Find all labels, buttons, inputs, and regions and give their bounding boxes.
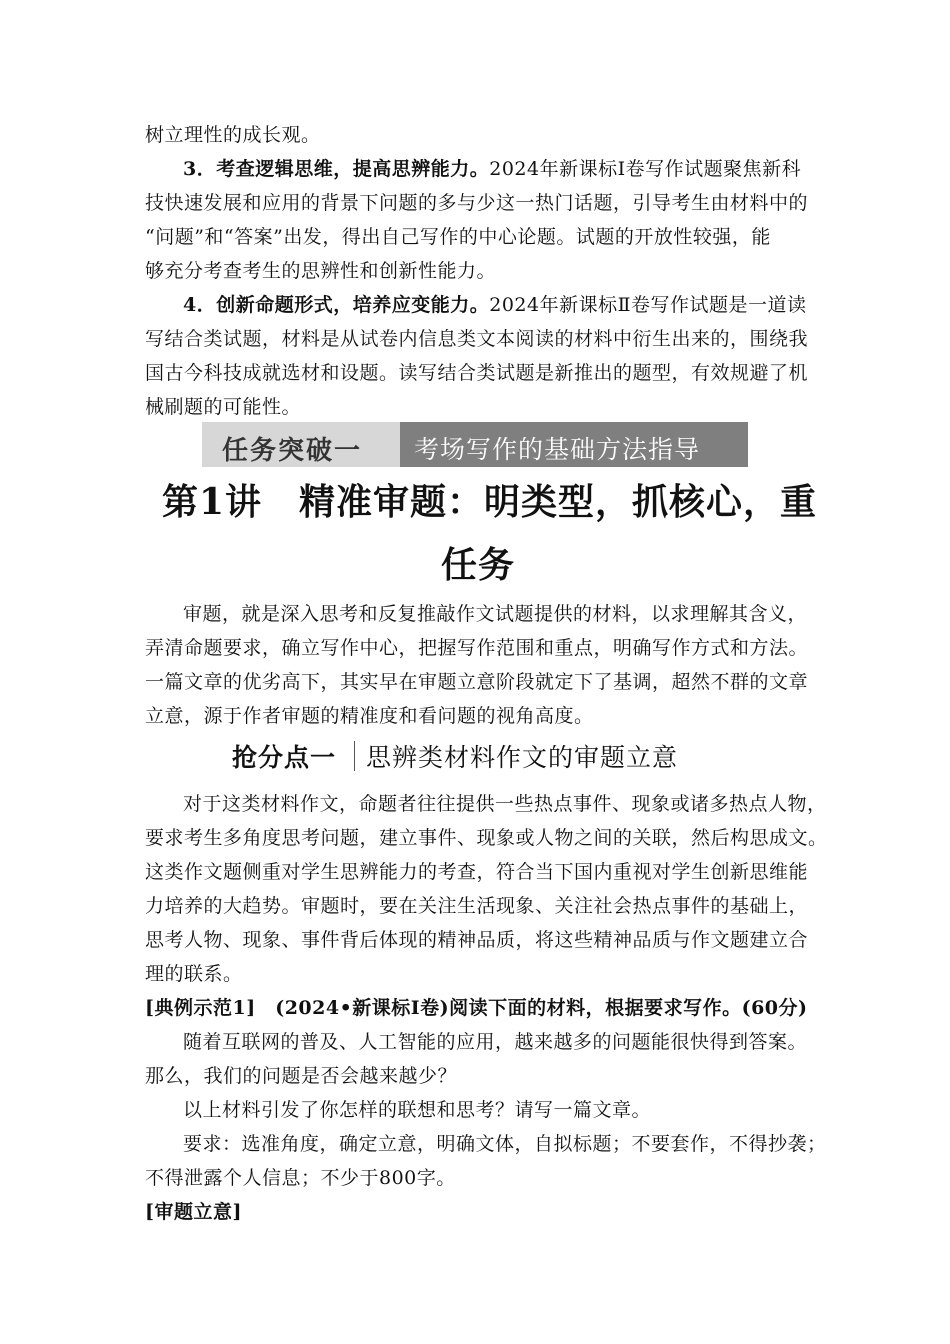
banner-left-label: 任务突破一 [222, 436, 363, 466]
intro-line: 树立理性的成长观。 [145, 124, 321, 146]
banner-right-block [400, 422, 748, 467]
point4-first-line [183, 294, 807, 316]
point-title-text: 思辨类材料作文的审题立意 [366, 743, 679, 772]
example-requirements-line: 不得泄露个人信息；不少于800字。 [145, 1167, 456, 1189]
point3-line: 够充分考查考生的思辨性和创新性能力。 [145, 260, 497, 282]
body-para-line: 力培养的大趋势。审题时，要在关注生活现象、关注社会热点事件的基础上， [145, 895, 809, 917]
lecture-title-line2: 任务 [441, 544, 516, 586]
example-requirements-line: 要求：选准角度，确定立意，明确文体，自拟标题；不要套作，不得抄袭； [183, 1133, 827, 1155]
example-material-line: 随着互联网的普及、人工智能的应用，越来越多的问题能很快得到答案。 [183, 1031, 808, 1053]
example-prompt: 以上材料引发了你怎样的联想和思考？请写一篇文章。 [183, 1099, 652, 1121]
intro-para-line: 审题，就是深入思考和反复推敲作文试题提供的材料，以求理解其含义， [183, 603, 808, 625]
intro-para-line: 立意，源于作者审题的精准度和看问题的视角高度。 [145, 705, 594, 727]
point4-line: 写结合类试题，材料是从试卷内信息类文本阅读的材料中衍生出来的，围绕我 [145, 328, 809, 350]
intro-para-line: 弄清命题要求，确立写作中心，把握写作范围和重点，明确写作方式和方法。 [145, 637, 809, 659]
point3-line: 技快速发展和应用的背景下问题的多与少这一热门话题，引导考生由材料中的 [145, 192, 809, 214]
lecture-title-line1: 第1讲 精准审题：明类型，抓核心，重 [162, 481, 818, 523]
point-title-divider [354, 741, 355, 771]
point3-first-line [183, 158, 801, 180]
body-para-line: 理的联系。 [145, 963, 243, 985]
banner-right-label: 考场写作的基础方法指导 [414, 435, 701, 464]
point4-line: 械刷题的可能性。 [145, 396, 302, 418]
body-para-line: 对于这类材料作文，命题者往往提供一些热点事件、现象或诸多热点人物， [183, 793, 827, 815]
body-para-line: 思考人物、现象、事件背后体现的精神品质，将这些精神品质与作文题建立合 [145, 929, 809, 951]
point4-text: 2024年新课标Ⅱ卷写作试题是一道读 [489, 294, 807, 316]
section-banner [202, 422, 748, 467]
example-label: [典例示范1] (2024•新课标Ⅰ卷)阅读下面的材料，根据要求写作。(60分) [145, 997, 808, 1019]
intro-para-line: 一篇文章的优劣高下，其实早在审题立意阶段就定下了基调，超然不群的文章 [145, 671, 809, 693]
body-para-line: 这类作文题侧重对学生思辨能力的考查，符合当下国内重视对学生创新思维能 [145, 861, 809, 883]
point4-line: 国古今科技成就选材和设题。读写结合类试题是新推出的题型，有效规避了机 [145, 362, 809, 384]
example-material-line: 那么，我们的问题是否会越来越少？ [145, 1065, 458, 1087]
point3-heading: 3．考查逻辑思维，提高思辨能力。 [183, 158, 490, 180]
example-section-label: [审题立意] [145, 1201, 242, 1223]
banner-left-block [202, 422, 400, 467]
point-title-label: 抢分点一 [232, 743, 337, 772]
body-para-line: 要求考生多角度思考问题，建立事件、现象或人物之间的关联，然后构思成文。 [145, 827, 828, 849]
point3-text: 2024年新课标Ⅰ卷写作试题聚焦新科 [489, 158, 802, 180]
point3-line: “问题”和“答案”出发，得出自己写作的中心论题。试题的开放性较强，能 [145, 226, 771, 248]
point4-heading: 4．创新命题形式，培养应变能力。 [183, 294, 490, 316]
